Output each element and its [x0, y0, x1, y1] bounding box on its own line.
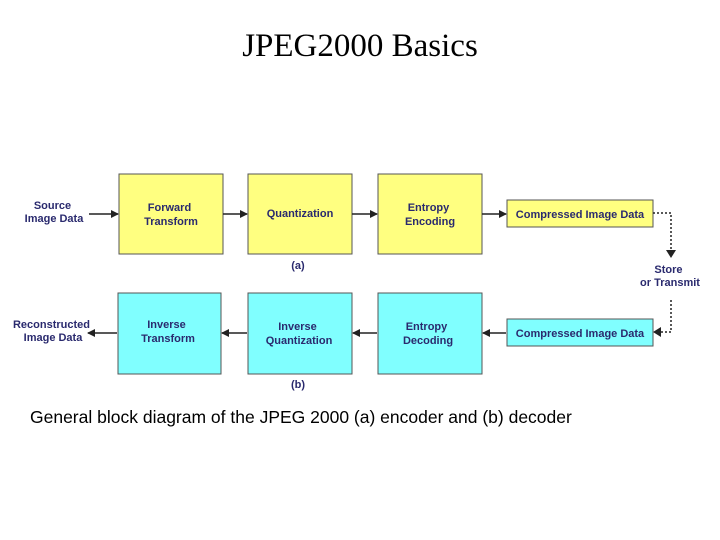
svg-text:Inverse Transform: Inverse Transform — [141, 319, 195, 345]
slide-title: JPEG2000 Basics — [242, 28, 478, 64]
svg-text:Compressed Image Data: Compressed Image Data — [515, 209, 645, 221]
svg-text:Quantization: Quantization — [266, 208, 334, 220]
source-image-data-label: Source Image Data — [24, 200, 84, 225]
store-transmit-arrowhead — [666, 250, 676, 258]
inverse-quantization-block — [248, 293, 352, 374]
store-transmit-path-up — [660, 300, 671, 332]
figure-caption: General block diagram of the JPEG 2000 (a) encoder and (b) decoder — [30, 407, 572, 427]
decoder-label: (b) — [290, 379, 306, 391]
svg-text:Entropy Encoding: Entropy Encoding — [404, 202, 456, 228]
forward-transform-block — [119, 174, 223, 254]
svg-text:Compressed Image Data: Compressed Image Data — [515, 328, 645, 340]
store-transmit-path-down — [653, 213, 671, 252]
entropy-encoding-block — [378, 174, 482, 254]
svg-text:Entropy Decoding: Entropy Decoding — [402, 321, 454, 347]
compressed-image-data-box-encoder — [507, 200, 653, 227]
store-transmit-arrowhead-left — [653, 327, 661, 337]
svg-text:Forward Transform: Forward Transform — [144, 202, 198, 228]
svg-text:Inverse Quantization: Inverse Quantization — [265, 321, 333, 347]
reconstructed-image-data-label: Reconstructed Image Data — [12, 319, 90, 344]
encoder-label: (a) — [291, 260, 305, 272]
compressed-image-data-box-decoder — [507, 319, 653, 346]
inverse-transform-block — [118, 293, 221, 374]
entropy-decoding-block — [378, 293, 482, 374]
store-or-transmit-label: Store or Transmit — [640, 264, 700, 289]
quantization-block — [248, 174, 352, 254]
